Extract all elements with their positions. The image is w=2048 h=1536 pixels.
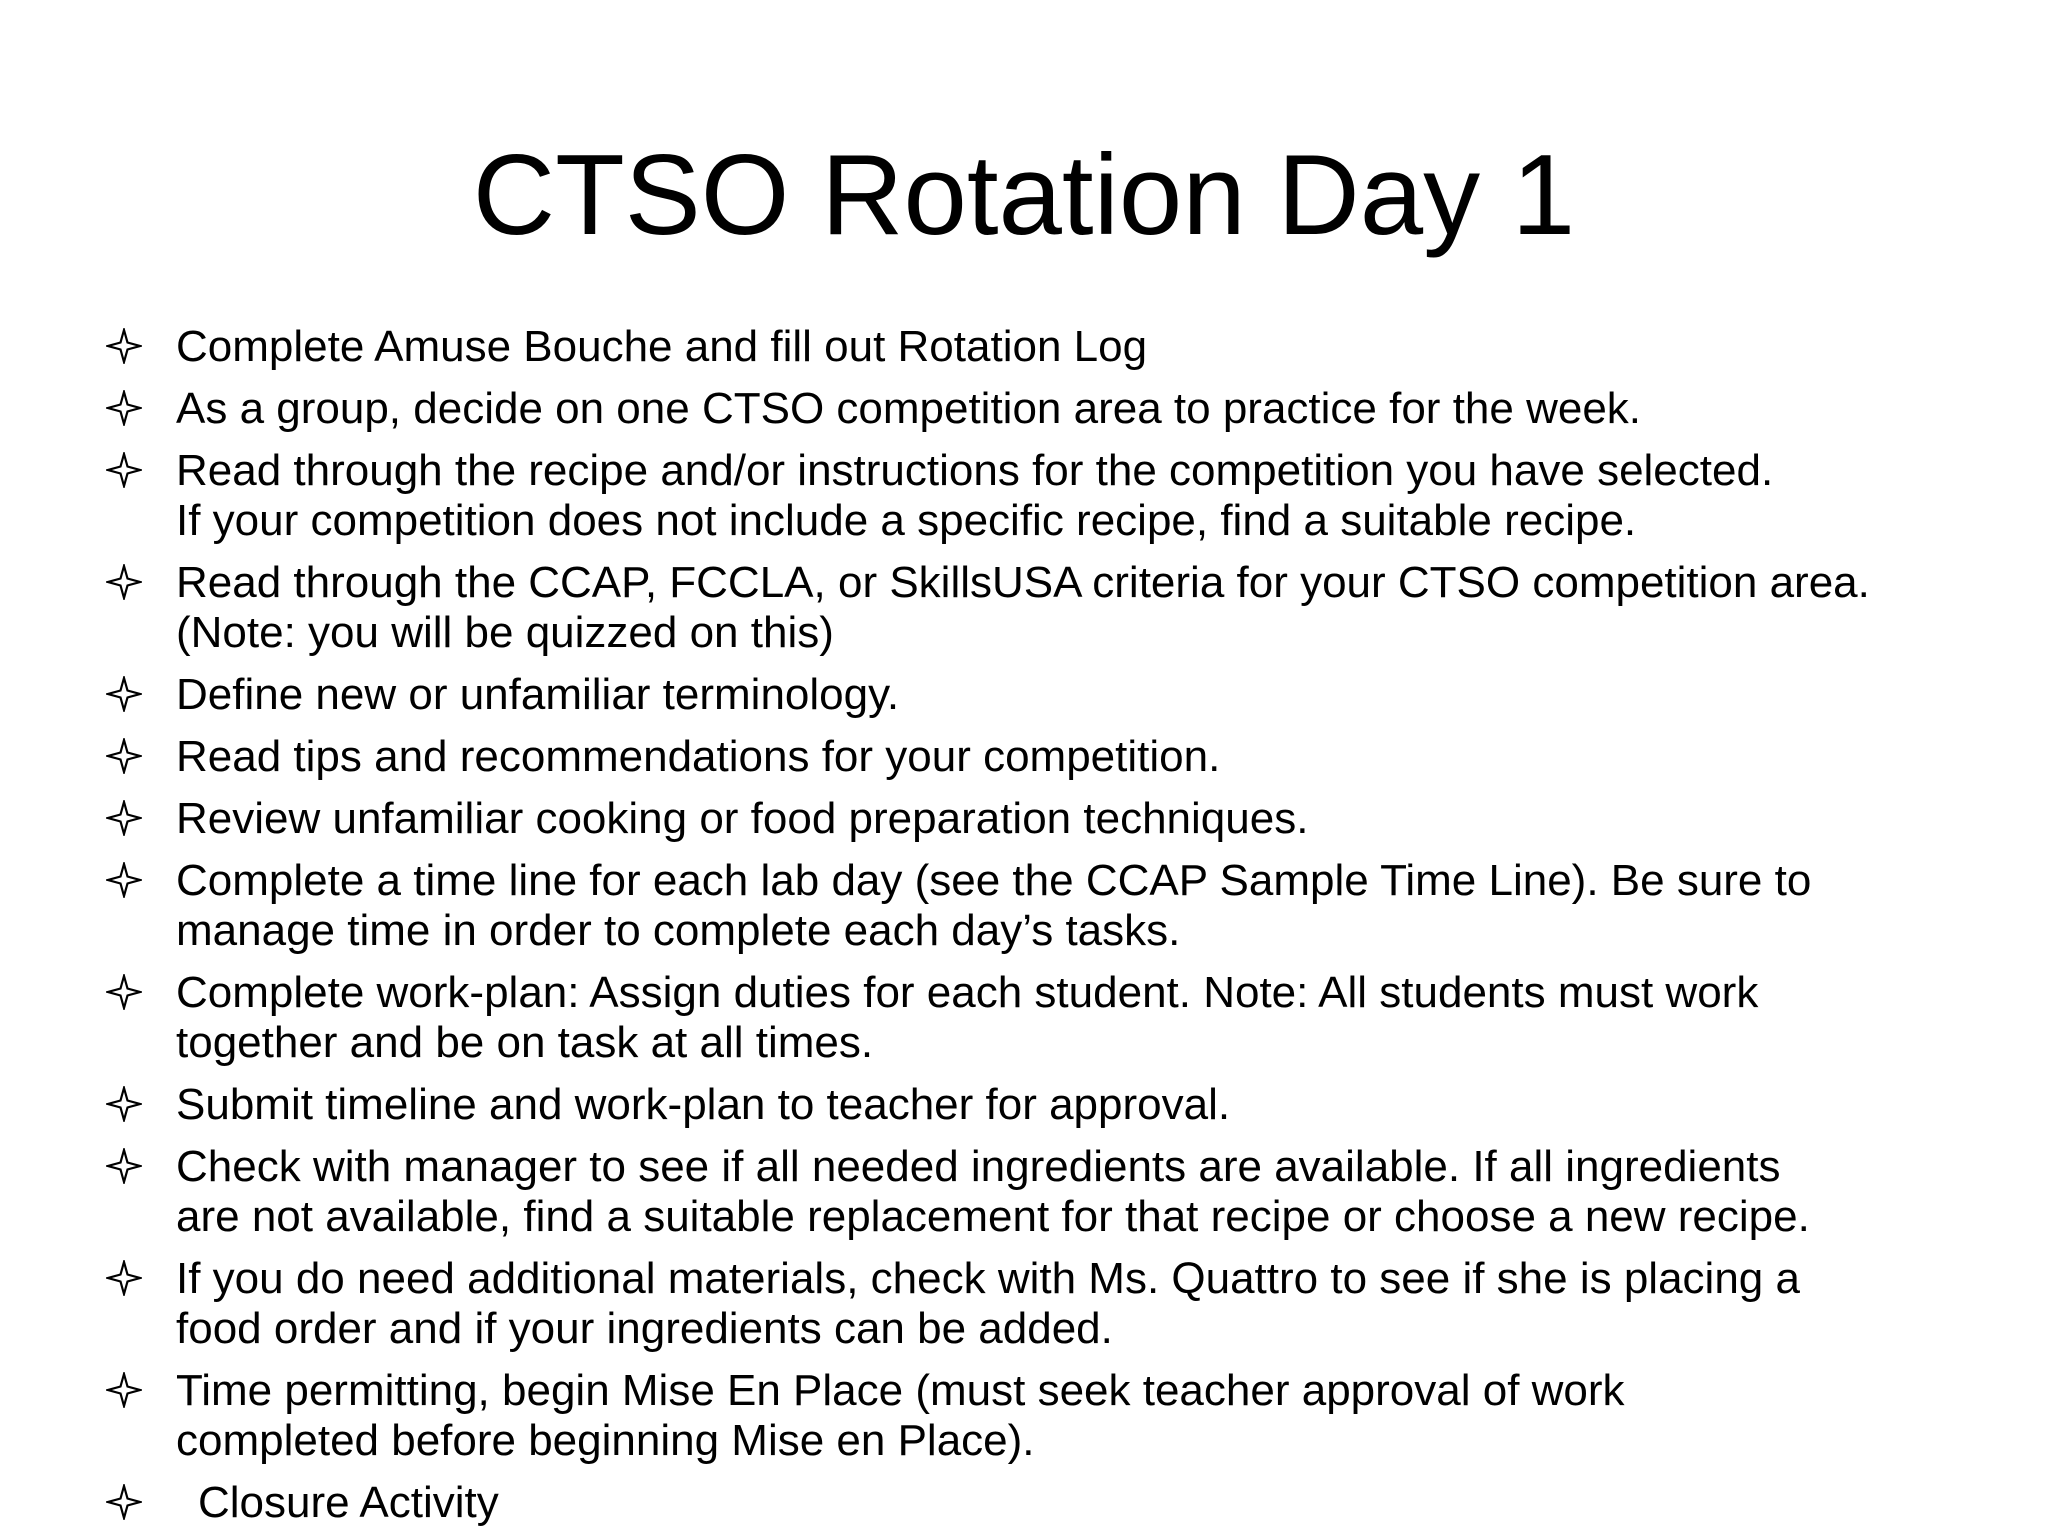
list-item-text: Complete Amuse Bouche and fill out Rotation Log — [176, 322, 1148, 371]
list-item-text: Complete a time line for each lab day (see the CCAP Sample Time Line). Be sure to manage time in order to complete each day’s tasks. — [176, 856, 1812, 955]
list-item — [96, 446, 1996, 546]
list-item-text: As a group, decide on one CTSO competition area to practice for the week. — [176, 384, 1642, 433]
list-item — [96, 856, 1996, 956]
four-point-star-icon — [106, 738, 142, 774]
four-point-star-icon — [106, 800, 142, 836]
list-item — [96, 558, 1996, 658]
four-point-star-icon — [106, 974, 142, 1010]
four-point-star-icon — [106, 564, 142, 600]
list-item-text: Read through the recipe and/or instructions for the competition you have selected. If your competition does not include a specific recipe, find a suitable recipe. — [176, 446, 1774, 545]
list-item — [96, 1254, 1996, 1354]
list-item — [96, 968, 1996, 1068]
list-item — [96, 794, 1996, 844]
list-item-text: If you do need additional materials, check with Ms. Quattro to see if she is placing a food order and if your ingredients can be added. — [176, 1254, 1800, 1353]
slide-title: CTSO Rotation Day 1 — [472, 132, 1576, 259]
four-point-star-icon — [106, 328, 142, 364]
list-item — [96, 1142, 1996, 1242]
list-item-text: Read through the CCAP, FCCLA, or SkillsUSA criteria for your CTSO competition area. (Note: you will be quizzed on this) — [176, 558, 1870, 657]
four-point-star-icon — [106, 862, 142, 898]
list-item — [96, 384, 1996, 434]
list-item — [96, 670, 1996, 720]
list-item-text: Time permitting, begin Mise En Place (must seek teacher approval of work completed before beginning Mise en Place). — [176, 1366, 1625, 1465]
list-item-text: Define new or unfamiliar terminology. — [176, 670, 900, 719]
bullet-list — [96, 322, 1996, 1536]
list-item-text: Review unfamiliar cooking or food preparation techniques. — [176, 794, 1309, 843]
list-item-text: Complete work-plan: Assign duties for each student. Note: All students must work together and be on task at all times. — [176, 968, 1759, 1067]
list-item-text: Check with manager to see if all needed ingredients are available. If all ingredients are not available, find a suitable replacement for that recipe or choose a new recipe. — [176, 1142, 1810, 1241]
four-point-star-icon — [106, 1260, 142, 1296]
list-item — [96, 322, 1996, 372]
four-point-star-icon — [106, 1086, 142, 1122]
list-item — [96, 1080, 1996, 1130]
four-point-star-icon — [106, 1372, 142, 1408]
list-item-text: Read tips and recommendations for your competition. — [176, 732, 1221, 781]
list-item — [96, 1366, 1996, 1466]
list-item-text: Closure Activity — [198, 1478, 499, 1527]
four-point-star-icon — [106, 390, 142, 426]
four-point-star-icon — [106, 452, 142, 488]
four-point-star-icon — [106, 1484, 142, 1520]
four-point-star-icon — [106, 1148, 142, 1184]
list-item — [96, 732, 1996, 782]
four-point-star-icon — [106, 676, 142, 712]
list-item — [96, 1478, 1996, 1528]
list-item-text: Submit timeline and work-plan to teacher for approval. — [176, 1080, 1231, 1129]
